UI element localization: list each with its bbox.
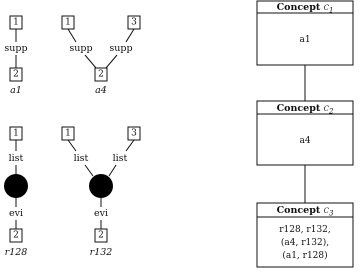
pattern-a4-edge-left-bottom (85, 55, 96, 68)
pattern-r132-name: r132 (89, 247, 113, 258)
pattern-a4-left-relation-label: supp (69, 43, 93, 54)
concept-c3-title: Concept $C_3$ (276, 205, 334, 218)
pattern-r132 (62, 127, 140, 258)
pattern-r132-filled-node (89, 174, 113, 198)
concept-c1-content-line: a1 (299, 35, 311, 45)
pattern-r128 (4, 127, 28, 258)
pattern-r132-edge-right-to-dot (109, 165, 116, 176)
pattern-a4-node-bottom-label: 2 (98, 69, 104, 80)
pattern-a4 (62, 16, 140, 96)
concept-c2-title: Concept $C_2$ (276, 103, 334, 116)
pattern-a1-name: a1 (10, 85, 22, 96)
pattern-a1-node-bottom-label: 2 (13, 69, 19, 80)
pattern-a4-name: a4 (95, 85, 107, 96)
pattern-a1 (4, 16, 27, 96)
concept-c3-content-line-1: r128, r132, (279, 225, 331, 235)
pattern-r128-node-top-label: 1 (13, 128, 19, 139)
pattern-r128-filled-node (4, 174, 28, 198)
pattern-a4-edge-right-bottom (106, 55, 117, 68)
pattern-r128-top-relation-label: list (8, 153, 24, 164)
pattern-a4-edge-right-top (126, 29, 134, 42)
concept-c3-content-line-3: (a1, r128) (282, 251, 328, 261)
concept-c1 (257, 1, 353, 65)
pattern-r132-left-relation-label: list (73, 153, 89, 164)
pattern-r132-edge-left-to-dot (85, 165, 93, 176)
pattern-r132-edge-right-top (126, 140, 134, 151)
pattern-a4-edge-left-top (68, 29, 76, 42)
pattern-r132-right-relation-label: list (112, 153, 128, 164)
concept-c1-title: Concept $C_1$ (276, 2, 334, 15)
pattern-a1-node-top-label: 1 (13, 17, 19, 28)
pattern-a4-node-right-label: 3 (131, 17, 137, 28)
pattern-a1-relation-label: supp (4, 43, 28, 54)
concept-c3 (257, 203, 353, 267)
pattern-r128-name: r128 (4, 247, 28, 258)
concept-c2 (257, 101, 353, 165)
pattern-a4-right-relation-label: supp (109, 43, 133, 54)
concept-c2-content-line: a4 (299, 136, 311, 146)
pattern-a4-node-left-label: 1 (65, 17, 71, 28)
pattern-r128-bottom-relation-label: evi (8, 208, 24, 219)
concept-c3-content-line-2: (a4, r132), (280, 238, 330, 248)
pattern-r132-node-bottom-label: 2 (98, 230, 104, 241)
pattern-r132-edge-left-top (68, 140, 76, 151)
pattern-r132-bottom-relation-label: evi (93, 208, 109, 219)
pattern-r132-node-right-label: 3 (131, 128, 137, 139)
pattern-r128-node-bottom-label: 2 (13, 230, 19, 241)
pattern-r132-node-left-label: 1 (65, 128, 71, 139)
